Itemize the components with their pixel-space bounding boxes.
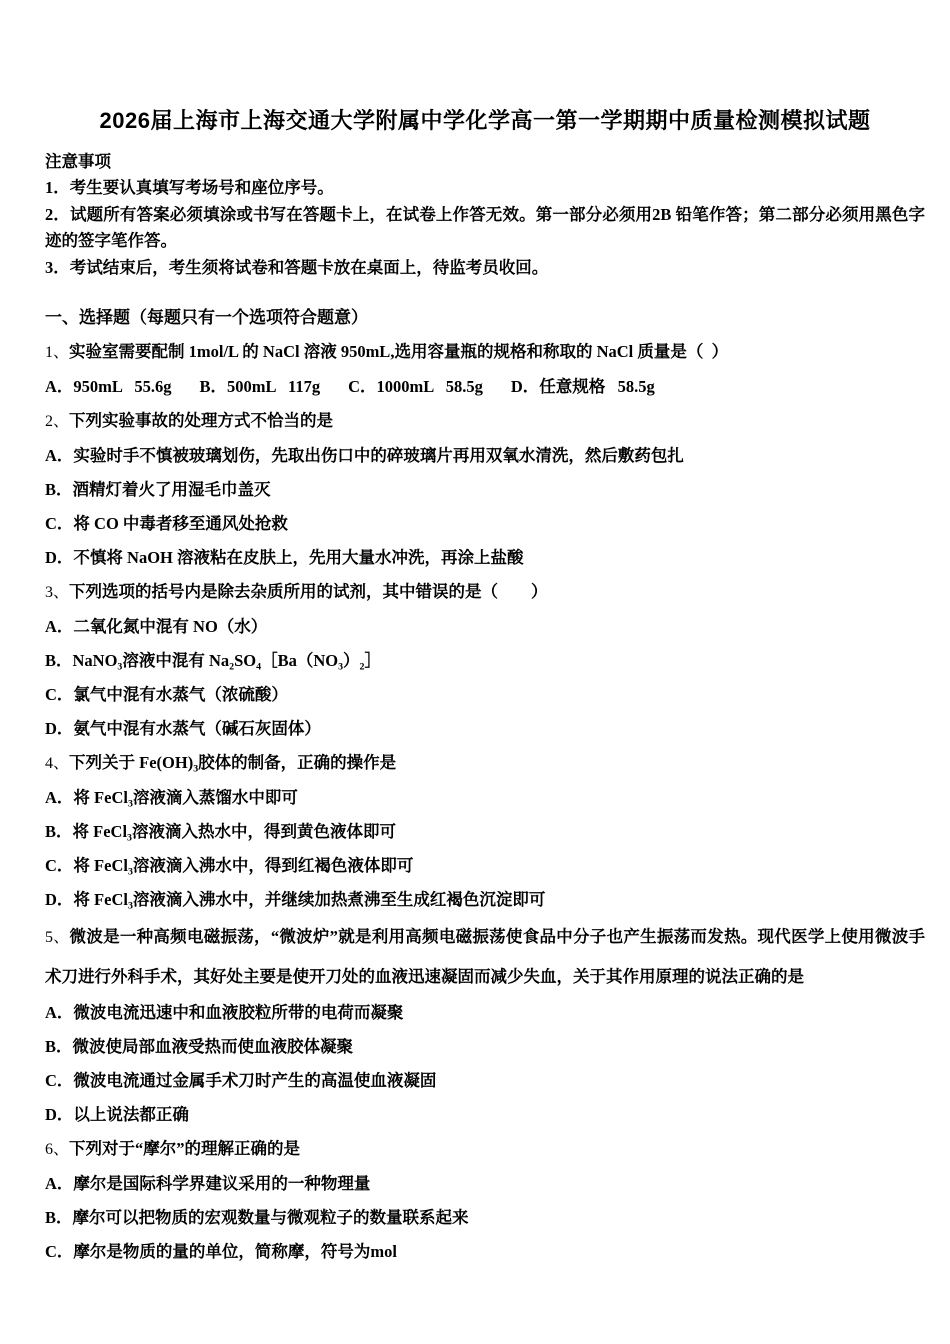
option-c: C．将 CO 中毒者移至通风处抢救 — [45, 514, 288, 533]
option-c: C．1000mL 58.5g — [348, 377, 483, 396]
note-item: 1．考生要认真填写考场号和座位序号。 — [45, 178, 334, 197]
option-a: A．摩尔是国际科学界建议采用的一种物理量 — [45, 1174, 371, 1193]
option-b: B．500mL 117g — [199, 377, 321, 396]
option-d: D．将 FeCl₃溶液滴入沸水中，并继续加热煮沸至生成红褐色沉淀即可 — [45, 890, 546, 909]
option-a: A．实验时手不慎被玻璃划伤，先取出伤口中的碎玻璃片再用双氧水清洗，然后敷药包扎 — [45, 446, 684, 465]
question-stem — [45, 917, 925, 996]
option-b: B．NaNO₃溶液中混有 Na₂SO₄［Ba（NO₃）₂］ — [45, 651, 381, 670]
question-stem — [45, 335, 925, 370]
question-number: 2、 — [45, 413, 70, 430]
question-3 — [45, 575, 925, 746]
question-stem-text: 下列关于 Fe(OH)₃胶体的制备，正确的操作是 — [69, 753, 397, 772]
option-d: D．以上说法都正确 — [45, 1105, 189, 1124]
option-a: A．将 FeCl₃溶液滴入蒸馏水中即可 — [45, 788, 298, 807]
section-heading: 一、选择题（每题只有一个选项符合题意） — [45, 308, 368, 327]
question-4 — [45, 746, 925, 917]
question-number: 5、 — [45, 929, 70, 946]
notes-section — [45, 149, 925, 281]
question-stem-text: 实验室需要配制 1mol/L 的 NaCl 溶液 950mL,选用容量瓶的规格和称取的 NaCl 质量是（ ） — [69, 342, 729, 361]
question-number: 4、 — [45, 755, 70, 772]
question-stem-text: 下列对于“摩尔”的理解正确的是 — [69, 1139, 301, 1158]
question-stem — [45, 746, 925, 781]
question-number: 1、 — [45, 344, 70, 361]
option-d: D．氨气中混有水蒸气（碱石灰固体） — [45, 719, 321, 738]
question-stem — [45, 1132, 925, 1167]
option-b: B．酒精灯着火了用湿毛巾盖灭 — [45, 480, 271, 499]
option-c: C．微波电流通过金属手术刀时产生的高温使血液凝固 — [45, 1071, 437, 1090]
option-a: A．微波电流迅速中和血液胶粒所带的电荷而凝聚 — [45, 1003, 404, 1022]
notes-heading: 注意事项 — [45, 152, 111, 171]
question-5 — [45, 917, 925, 1132]
question-number: 6、 — [45, 1141, 70, 1158]
question-stem-text: 微波是一种高频电磁振荡，“微波炉”就是利用高频电磁振荡使食品中分子也产生振荡而发热。现代医学上使用微波手术刀进行外科手术，其好处主要是使开刀处的血液迅速凝固而减少失血，关于其作用原理的说法正确的是 — [45, 927, 925, 986]
option-d: D．不慎将 NaOH 溶液粘在皮肤上，先用大量水冲洗，再涂上盐酸 — [45, 548, 524, 567]
option-b: B．微波使局部血液受热而使血液胶体凝聚 — [45, 1037, 354, 1056]
question-stem-text: 下列选项的括号内是除去杂质所用的试剂，其中错误的是（ ） — [69, 582, 548, 601]
option-d: D．任意规格 58.5g — [510, 377, 655, 396]
option-b: B．将 FeCl₃溶液滴入热水中，得到黄色液体即可 — [45, 822, 396, 841]
option-c: C．摩尔是物质的量的单位，简称摩，符号为mol — [45, 1242, 397, 1261]
option-a: A．950mL 55.6g — [45, 377, 172, 396]
question-6 — [45, 1132, 925, 1269]
question-options — [45, 370, 925, 404]
question-number: 3、 — [45, 584, 70, 601]
question-stem-text: 下列实验事故的处理方式不恰当的是 — [69, 411, 334, 430]
option-c: C．氯气中混有水蒸气（浓硫酸） — [45, 685, 288, 704]
question-2 — [45, 404, 925, 575]
question-stem — [45, 575, 925, 610]
option-b: B．摩尔可以把物质的宏观数量与微观粒子的数量联系起来 — [45, 1208, 469, 1227]
note-item: 2．试题所有答案必须填涂或书写在答题卡上，在试卷上作答无效。第一部分必须用2B 铅笔作答；第二部分必须用黑色字迹的签字笔作答。 — [45, 204, 925, 250]
question-1 — [45, 335, 925, 404]
note-item: 3．考试结束后，考生须将试卷和答题卡放在桌面上，待监考员收回。 — [45, 257, 549, 277]
question-stem — [45, 404, 925, 439]
page-title: 2026届上海市上海交通大学附属中学化学高一第一学期期中质量检测模拟试题 — [99, 108, 871, 133]
option-c: C．将 FeCl₃溶液滴入沸水中，得到红褐色液体即可 — [45, 856, 414, 875]
option-a: A．二氧化氮中混有 NO（水） — [45, 617, 268, 636]
